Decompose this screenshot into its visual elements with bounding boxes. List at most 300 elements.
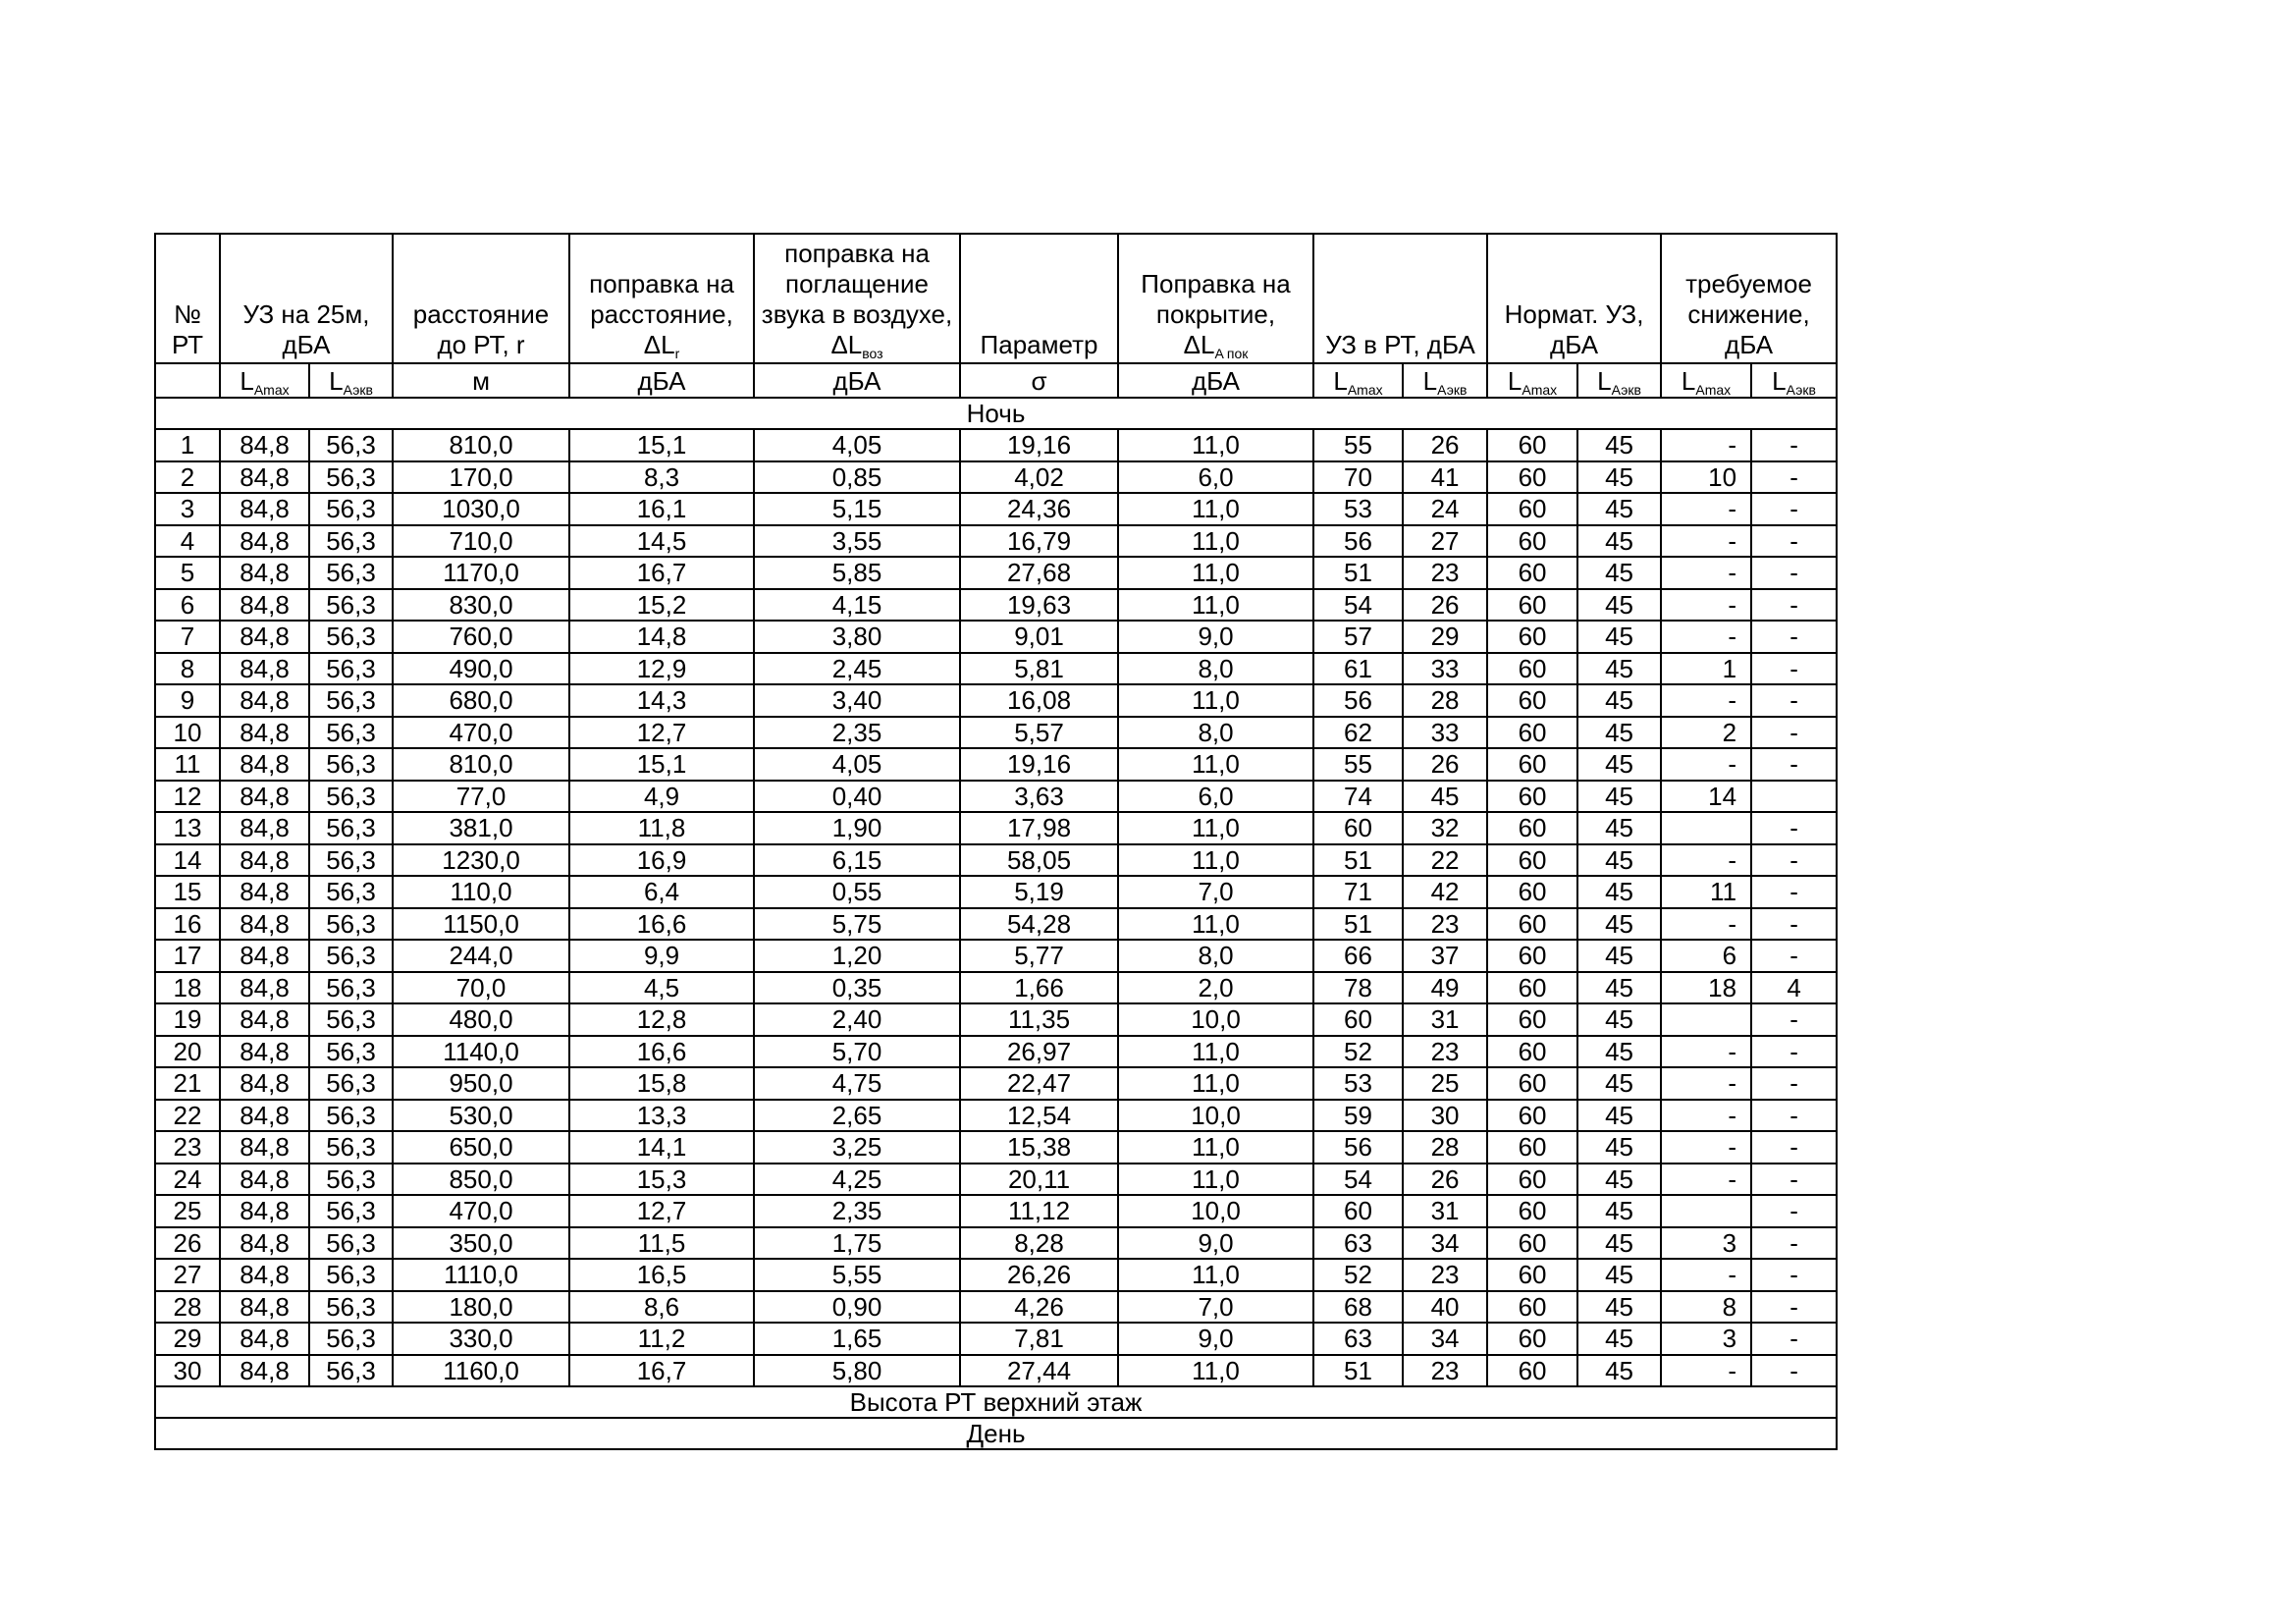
cell-reduction-laekv: - [1751,1227,1837,1260]
unit-amax-sub: Amax [253,381,290,398]
header-air-absorption [754,234,960,363]
cell-rt-laekv: 26 [1403,429,1487,461]
table-row [155,748,1837,781]
cell-reduction-lamax: - [1661,748,1751,781]
cell-distance-correction: 16,6 [569,908,754,941]
cell-norm-laekv: 45 [1577,940,1661,972]
cell-rt-laekv: 30 [1403,1100,1487,1132]
unit-l: L [1333,365,1348,396]
cell-parameter-sigma: 19,16 [960,429,1118,461]
cell-norm-lamax: 60 [1487,1227,1577,1260]
unit-distance: м [393,363,569,398]
cell-reduction-lamax: 2 [1661,717,1751,749]
cell-source-lamax: 84,8 [220,1003,309,1036]
cell-reduction-laekv: - [1751,844,1837,877]
cell-norm-laekv: 45 [1577,844,1661,877]
cell-reduction-laekv: - [1751,557,1837,589]
cell-source-laekv: 56,3 [309,972,393,1004]
cell-air-absorption: 0,85 [754,461,960,494]
cell-parameter-sigma: 27,44 [960,1355,1118,1387]
cell-rt-laekv: 28 [1403,1131,1487,1164]
unit-empty [155,363,220,398]
cell-rt-number: 17 [155,940,220,972]
cell-distance-correction: 16,5 [569,1259,754,1291]
cell-source-lamax: 84,8 [220,621,309,653]
cell-norm-laekv: 45 [1577,1036,1661,1068]
cell-rt-lamax: 51 [1313,844,1403,877]
cell-source-laekv: 56,3 [309,940,393,972]
cell-norm-lamax: 60 [1487,1003,1577,1036]
cell-source-lamax: 84,8 [220,1291,309,1324]
cell-parameter-sigma: 17,98 [960,812,1118,844]
cell-rt-lamax: 78 [1313,972,1403,1004]
cell-distance: 830,0 [393,589,569,622]
cell-rt-number: 6 [155,589,220,622]
cell-distance: 110,0 [393,876,569,908]
table-row [155,621,1837,653]
header-surface-correction [1118,234,1313,363]
cell-source-laekv: 56,3 [309,1323,393,1355]
cell-rt-laekv: 32 [1403,812,1487,844]
units-row [155,363,1837,398]
cell-surface-correction: 11,0 [1118,1036,1313,1068]
cell-distance: 77,0 [393,781,569,813]
cell-distance-correction: 15,1 [569,429,754,461]
section-upper-floor: Высота РТ верхний этаж [155,1386,1837,1418]
cell-rt-lamax: 51 [1313,908,1403,941]
cell-parameter-sigma: 5,57 [960,717,1118,749]
cell-source-lamax: 84,8 [220,1100,309,1132]
cell-parameter-sigma: 16,08 [960,684,1118,717]
cell-rt-number: 29 [155,1323,220,1355]
cell-distance-correction: 15,1 [569,748,754,781]
cell-reduction-lamax: - [1661,844,1751,877]
cell-norm-lamax: 60 [1487,525,1577,558]
cell-distance: 680,0 [393,684,569,717]
cell-rt-laekv: 37 [1403,940,1487,972]
cell-distance: 480,0 [393,1003,569,1036]
cell-reduction-laekv: - [1751,717,1837,749]
header-distance-correction-text: поправка на расстояние, ΔL [589,269,734,359]
cell-rt-number: 3 [155,493,220,525]
cell-source-lamax: 84,8 [220,844,309,877]
cell-norm-laekv: 45 [1577,812,1661,844]
cell-surface-correction: 11,0 [1118,748,1313,781]
unit-aekv-sub: Аэкв [1437,381,1468,398]
cell-reduction-lamax: - [1661,908,1751,941]
cell-rt-laekv: 28 [1403,684,1487,717]
cell-norm-laekv: 45 [1577,493,1661,525]
cell-norm-laekv: 45 [1577,1355,1661,1387]
cell-rt-laekv: 23 [1403,557,1487,589]
table-row [155,1100,1837,1132]
cell-norm-laekv: 45 [1577,717,1661,749]
cell-distance-correction: 14,3 [569,684,754,717]
cell-norm-lamax: 60 [1487,908,1577,941]
cell-reduction-laekv: - [1751,1259,1837,1291]
cell-reduction-lamax [1661,1003,1751,1036]
cell-source-lamax: 84,8 [220,1355,309,1387]
table-row [155,525,1837,558]
header-distance-correction [569,234,754,363]
cell-rt-laekv: 26 [1403,748,1487,781]
cell-source-laekv: 56,3 [309,621,393,653]
cell-reduction-laekv: - [1751,493,1837,525]
cell-norm-lamax: 60 [1487,1100,1577,1132]
cell-parameter-sigma: 26,97 [960,1036,1118,1068]
cell-distance: 1170,0 [393,557,569,589]
cell-rt-laekv: 29 [1403,621,1487,653]
cell-reduction-laekv: - [1751,1131,1837,1164]
unit-l: L [1681,365,1696,396]
cell-air-absorption: 2,35 [754,1195,960,1227]
table-row [155,1195,1837,1227]
cell-rt-laekv: 42 [1403,876,1487,908]
cell-distance: 710,0 [393,525,569,558]
cell-rt-number: 19 [155,1003,220,1036]
cell-rt-number: 7 [155,621,220,653]
cell-air-absorption: 1,20 [754,940,960,972]
cell-distance-correction: 15,3 [569,1164,754,1196]
cell-distance: 330,0 [393,1323,569,1355]
cell-norm-lamax: 60 [1487,621,1577,653]
table-row [155,876,1837,908]
cell-source-laekv: 56,3 [309,1003,393,1036]
cell-parameter-sigma: 12,54 [960,1100,1118,1132]
cell-air-absorption: 5,80 [754,1355,960,1387]
cell-air-absorption: 5,55 [754,1259,960,1291]
cell-air-absorption: 0,55 [754,876,960,908]
cell-rt-laekv: 33 [1403,717,1487,749]
cell-reduction-lamax: - [1661,1355,1751,1387]
cell-rt-laekv: 34 [1403,1323,1487,1355]
cell-reduction-lamax: - [1661,1100,1751,1132]
cell-distance: 1160,0 [393,1355,569,1387]
cell-rt-lamax: 56 [1313,684,1403,717]
cell-parameter-sigma: 5,81 [960,653,1118,685]
cell-parameter-sigma: 26,26 [960,1259,1118,1291]
cell-norm-laekv: 45 [1577,1131,1661,1164]
cell-distance-correction: 15,8 [569,1067,754,1100]
cell-surface-correction: 7,0 [1118,1291,1313,1324]
cell-distance-correction: 16,9 [569,844,754,877]
header-source-level: УЗ на 25м, дБА [220,234,393,363]
cell-distance: 381,0 [393,812,569,844]
cell-rt-laekv: 23 [1403,1259,1487,1291]
cell-norm-laekv: 45 [1577,1100,1661,1132]
cell-distance-correction: 12,9 [569,653,754,685]
cell-air-absorption: 4,15 [754,589,960,622]
cell-reduction-laekv: - [1751,940,1837,972]
section-row-upper-floor [155,1386,1837,1418]
cell-reduction-lamax: - [1661,1036,1751,1068]
cell-rt-lamax: 61 [1313,653,1403,685]
cell-air-absorption: 6,15 [754,844,960,877]
table-row [155,1355,1837,1387]
cell-distance: 530,0 [393,1100,569,1132]
cell-source-laekv: 56,3 [309,1067,393,1100]
table-row [155,844,1837,877]
cell-reduction-laekv: - [1751,1067,1837,1100]
cell-norm-laekv: 45 [1577,653,1661,685]
cell-norm-laekv: 45 [1577,429,1661,461]
cell-source-lamax: 84,8 [220,717,309,749]
table-row [155,1036,1837,1068]
cell-surface-correction: 11,0 [1118,589,1313,622]
unit-laekv [1751,363,1837,398]
header-level-at-rt: УЗ в РТ, дБА [1313,234,1487,363]
cell-distance-correction: 14,1 [569,1131,754,1164]
cell-source-lamax: 84,8 [220,1227,309,1260]
cell-parameter-sigma: 4,02 [960,461,1118,494]
cell-rt-number: 14 [155,844,220,877]
cell-air-absorption: 4,25 [754,1164,960,1196]
cell-source-lamax: 84,8 [220,876,309,908]
cell-distance-correction: 16,1 [569,493,754,525]
cell-reduction-laekv: - [1751,621,1837,653]
cell-reduction-lamax: - [1661,1164,1751,1196]
cell-distance-correction: 12,7 [569,1195,754,1227]
cell-distance: 350,0 [393,1227,569,1260]
cell-source-laekv: 56,3 [309,717,393,749]
cell-rt-laekv: 22 [1403,844,1487,877]
cell-reduction-lamax: 3 [1661,1323,1751,1355]
cell-reduction-lamax: - [1661,525,1751,558]
table-row [155,1067,1837,1100]
cell-surface-correction: 11,0 [1118,908,1313,941]
cell-surface-correction: 11,0 [1118,1131,1313,1164]
unit-amax-sub: Amax [1522,381,1558,398]
cell-source-laekv: 56,3 [309,589,393,622]
cell-reduction-laekv: - [1751,684,1837,717]
table-row [155,1131,1837,1164]
cell-norm-lamax: 60 [1487,1131,1577,1164]
cell-distance-correction: 11,2 [569,1323,754,1355]
cell-rt-laekv: 33 [1403,653,1487,685]
cell-distance: 1110,0 [393,1259,569,1291]
cell-reduction-lamax: 11 [1661,876,1751,908]
cell-source-lamax: 84,8 [220,684,309,717]
cell-reduction-lamax: 6 [1661,940,1751,972]
cell-distance: 180,0 [393,1291,569,1324]
unit-aekv-sub: Аэкв [1786,381,1816,398]
cell-rt-lamax: 51 [1313,557,1403,589]
cell-norm-laekv: 45 [1577,748,1661,781]
cell-rt-laekv: 26 [1403,589,1487,622]
cell-distance: 244,0 [393,940,569,972]
table-row [155,1164,1837,1196]
cell-rt-lamax: 55 [1313,748,1403,781]
cell-source-lamax: 84,8 [220,748,309,781]
cell-norm-lamax: 60 [1487,557,1577,589]
cell-rt-number: 10 [155,717,220,749]
cell-rt-number: 23 [155,1131,220,1164]
cell-norm-laekv: 45 [1577,972,1661,1004]
cell-distance-correction: 4,9 [569,781,754,813]
cell-reduction-laekv: - [1751,1036,1837,1068]
cell-rt-lamax: 60 [1313,1195,1403,1227]
cell-norm-laekv: 45 [1577,1195,1661,1227]
cell-rt-number: 13 [155,812,220,844]
cell-rt-number: 2 [155,461,220,494]
cell-source-lamax: 84,8 [220,1067,309,1100]
unit-dba: дБА [754,363,960,398]
cell-source-laekv: 56,3 [309,429,393,461]
cell-rt-lamax: 62 [1313,717,1403,749]
cell-air-absorption: 4,05 [754,429,960,461]
cell-reduction-laekv: - [1751,589,1837,622]
unit-l: L [1422,365,1438,396]
cell-reduction-laekv: - [1751,653,1837,685]
cell-rt-laekv: 40 [1403,1291,1487,1324]
unit-lamax [1313,363,1403,398]
cell-air-absorption: 3,55 [754,525,960,558]
cell-rt-lamax: 56 [1313,1131,1403,1164]
cell-distance: 760,0 [393,621,569,653]
cell-source-laekv: 56,3 [309,525,393,558]
cell-rt-lamax: 63 [1313,1323,1403,1355]
cell-rt-number: 4 [155,525,220,558]
cell-reduction-laekv: - [1751,461,1837,494]
unit-laekv [1577,363,1661,398]
cell-norm-laekv: 45 [1577,876,1661,908]
unit-l: L [1597,365,1612,396]
cell-air-absorption: 0,40 [754,781,960,813]
cell-reduction-laekv: - [1751,525,1837,558]
cell-source-lamax: 84,8 [220,1164,309,1196]
cell-parameter-sigma: 3,63 [960,781,1118,813]
cell-reduction-lamax [1661,812,1751,844]
cell-source-laekv: 56,3 [309,1291,393,1324]
cell-reduction-lamax: - [1661,1131,1751,1164]
unit-aekv-sub: Аэкв [343,381,373,398]
cell-surface-correction: 11,0 [1118,812,1313,844]
cell-rt-lamax: 68 [1313,1291,1403,1324]
cell-parameter-sigma: 16,79 [960,525,1118,558]
cell-source-lamax: 84,8 [220,972,309,1004]
cell-rt-lamax: 54 [1313,1164,1403,1196]
cell-norm-laekv: 45 [1577,589,1661,622]
cell-distance: 470,0 [393,1195,569,1227]
cell-rt-lamax: 52 [1313,1259,1403,1291]
cell-parameter-sigma: 54,28 [960,908,1118,941]
cell-air-absorption: 1,75 [754,1227,960,1260]
cell-surface-correction: 8,0 [1118,653,1313,685]
cell-distance: 1230,0 [393,844,569,877]
cell-reduction-lamax: 10 [1661,461,1751,494]
header-air-absorption-text: поправка на поглащение звука в воздухе, ΔL [761,239,953,359]
cell-rt-number: 16 [155,908,220,941]
cell-rt-number: 22 [155,1100,220,1132]
cell-rt-lamax: 51 [1313,1355,1403,1387]
cell-reduction-laekv: - [1751,876,1837,908]
cell-norm-laekv: 45 [1577,1323,1661,1355]
cell-distance: 810,0 [393,429,569,461]
cell-rt-laekv: 31 [1403,1195,1487,1227]
cell-distance-correction: 4,5 [569,972,754,1004]
cell-norm-lamax: 60 [1487,1036,1577,1068]
cell-rt-lamax: 54 [1313,589,1403,622]
cell-reduction-lamax: 1 [1661,653,1751,685]
cell-source-laekv: 56,3 [309,653,393,685]
cell-parameter-sigma: 27,68 [960,557,1118,589]
cell-distance: 650,0 [393,1131,569,1164]
cell-distance-correction: 16,6 [569,1036,754,1068]
table-row [155,653,1837,685]
cell-reduction-lamax: - [1661,429,1751,461]
cell-distance: 1140,0 [393,1036,569,1068]
unit-lamax [1487,363,1577,398]
cell-source-lamax: 84,8 [220,653,309,685]
cell-rt-number: 12 [155,781,220,813]
cell-air-absorption: 3,80 [754,621,960,653]
table-row [155,1323,1837,1355]
cell-source-laekv: 56,3 [309,876,393,908]
cell-rt-laekv: 34 [1403,1227,1487,1260]
cell-norm-laekv: 45 [1577,908,1661,941]
cell-source-lamax: 84,8 [220,525,309,558]
cell-source-laekv: 56,3 [309,1164,393,1196]
header-distance-correction-sub: r [674,346,680,361]
cell-air-absorption: 1,90 [754,812,960,844]
cell-norm-lamax: 60 [1487,589,1577,622]
cell-rt-number: 21 [155,1067,220,1100]
cell-distance-correction: 16,7 [569,557,754,589]
cell-surface-correction: 11,0 [1118,429,1313,461]
cell-reduction-lamax: 14 [1661,781,1751,813]
table-row [155,684,1837,717]
cell-distance-correction: 9,9 [569,940,754,972]
cell-source-lamax: 84,8 [220,1259,309,1291]
table-row [155,493,1837,525]
cell-reduction-laekv: - [1751,1323,1837,1355]
cell-rt-number: 24 [155,1164,220,1196]
cell-norm-lamax: 60 [1487,1195,1577,1227]
cell-air-absorption: 2,65 [754,1100,960,1132]
cell-rt-lamax: 71 [1313,876,1403,908]
cell-parameter-sigma: 24,36 [960,493,1118,525]
cell-air-absorption: 5,85 [754,557,960,589]
cell-parameter-sigma: 11,35 [960,1003,1118,1036]
cell-distance: 810,0 [393,748,569,781]
cell-source-lamax: 84,8 [220,429,309,461]
table-row [155,557,1837,589]
cell-surface-correction: 11,0 [1118,493,1313,525]
cell-source-lamax: 84,8 [220,589,309,622]
cell-reduction-lamax: 3 [1661,1227,1751,1260]
cell-rt-number: 28 [155,1291,220,1324]
cell-reduction-laekv: - [1751,908,1837,941]
cell-surface-correction: 8,0 [1118,717,1313,749]
cell-norm-lamax: 60 [1487,1355,1577,1387]
cell-norm-lamax: 60 [1487,972,1577,1004]
table-row [155,1259,1837,1291]
unit-l: L [240,365,254,396]
cell-rt-laekv: 49 [1403,972,1487,1004]
cell-surface-correction: 9,0 [1118,621,1313,653]
cell-reduction-laekv [1751,781,1837,813]
cell-distance: 490,0 [393,653,569,685]
cell-norm-lamax: 60 [1487,461,1577,494]
cell-norm-lamax: 60 [1487,493,1577,525]
cell-reduction-lamax: - [1661,1259,1751,1291]
cell-parameter-sigma: 5,19 [960,876,1118,908]
cell-rt-number: 18 [155,972,220,1004]
cell-rt-lamax: 53 [1313,493,1403,525]
cell-distance-correction: 12,8 [569,1003,754,1036]
cell-norm-lamax: 60 [1487,1067,1577,1100]
unit-lamax [220,363,309,398]
